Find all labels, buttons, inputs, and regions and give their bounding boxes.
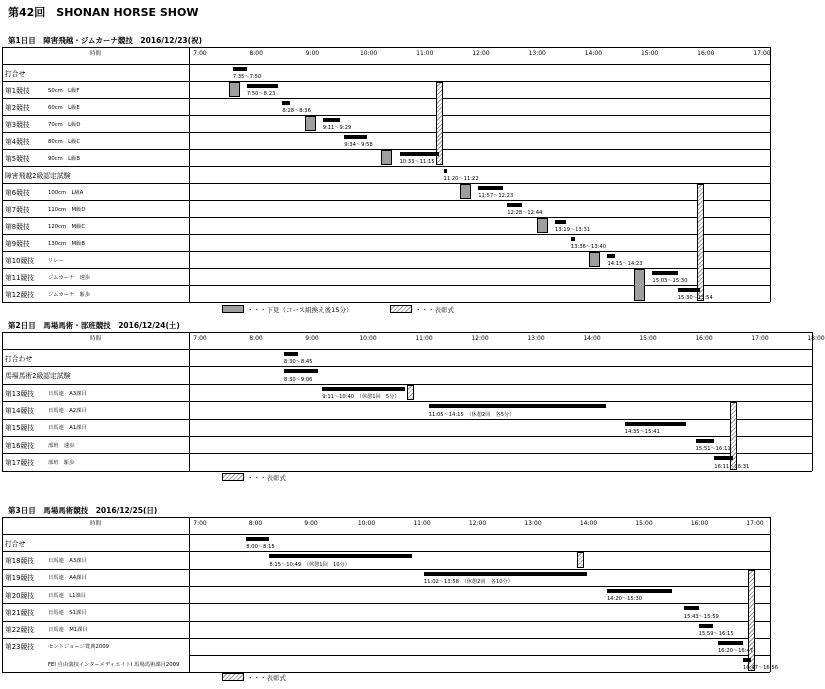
hour-label: 7:00 bbox=[193, 50, 207, 57]
row-label: 第10競技 bbox=[5, 256, 35, 265]
time-label: 15:59～16:15 bbox=[698, 630, 734, 637]
time-label: 11:20～11:22 bbox=[443, 176, 479, 182]
row-label: 第19競技 bbox=[5, 574, 35, 583]
grid-line bbox=[770, 47, 771, 302]
award-ceremony-box bbox=[407, 385, 414, 400]
schedule-bar bbox=[323, 118, 340, 122]
time-label: 7:50～8:23 bbox=[246, 91, 276, 97]
schedule-bar bbox=[424, 572, 587, 576]
row-label: 第18競技 bbox=[5, 556, 35, 565]
hour-label: 16:00 bbox=[697, 50, 715, 57]
hour-label: 17:00 bbox=[751, 335, 769, 342]
grid-line bbox=[2, 471, 812, 472]
hour-label: 9:00 bbox=[305, 335, 319, 342]
hour-label: 12:00 bbox=[468, 520, 487, 527]
hour-label: 11:00 bbox=[415, 335, 433, 342]
grid-line bbox=[2, 401, 812, 402]
row-detail: ジムカーナ 駈歩 bbox=[48, 291, 91, 298]
row-detail: FEI 自由演技インターメディエイトI 馬場馬術課目2009 bbox=[48, 661, 180, 668]
schedule-bar bbox=[246, 537, 269, 541]
time-label: 13:19～13:31 bbox=[554, 227, 591, 233]
time-label: 16:20～16:47 bbox=[718, 648, 754, 655]
row-detail: 日馬連 A3課目 bbox=[48, 390, 87, 397]
schedule-bar bbox=[678, 288, 700, 292]
grid-line bbox=[2, 551, 770, 552]
schedule-bar bbox=[344, 135, 366, 139]
row-detail: 日馬連 S1課目 bbox=[48, 609, 87, 616]
time-label: 11:57～12:23 bbox=[478, 193, 514, 199]
hour-label: 9:00 bbox=[305, 50, 320, 57]
row-label: 打合せ bbox=[5, 539, 26, 548]
grid-line bbox=[2, 166, 770, 167]
schedule-bar bbox=[322, 387, 405, 391]
schedule-bar bbox=[247, 84, 278, 88]
grid-line bbox=[2, 366, 812, 367]
row-label: 打合せ bbox=[5, 69, 26, 78]
hour-label: 14:00 bbox=[583, 335, 601, 342]
grid-line bbox=[2, 47, 3, 302]
hour-label: 12:00 bbox=[471, 335, 489, 342]
row-detail: 50cm L級F bbox=[48, 87, 80, 94]
hour-label: 16:00 bbox=[690, 520, 709, 527]
schedule-bar bbox=[714, 456, 733, 460]
time-label: 16:11～16:31 bbox=[714, 463, 750, 470]
page-title: 第42回 SHONAN HORSE SHOW bbox=[8, 6, 199, 19]
grid-line bbox=[2, 569, 770, 570]
schedule-bar bbox=[444, 169, 447, 173]
row-label: 第5競技 bbox=[5, 154, 30, 163]
grid-line bbox=[2, 453, 812, 454]
time-label: 8:00～8:15 bbox=[246, 544, 275, 551]
row-label: 第2競技 bbox=[5, 103, 30, 112]
hour-label: 16:00 bbox=[695, 335, 713, 342]
row-detail: 日馬連 A3課目 bbox=[48, 557, 87, 564]
row-detail: 日馬連 L1課目 bbox=[48, 592, 87, 599]
hour-label: 7:00 bbox=[193, 335, 207, 342]
hour-label: 9:00 bbox=[304, 520, 318, 527]
schedule-bar bbox=[699, 624, 714, 628]
time-label: 12:28～12:44 bbox=[507, 210, 543, 216]
course-walk-box bbox=[537, 218, 548, 233]
row-detail: 70cm L級D bbox=[48, 121, 81, 128]
row-label: 第8競技 bbox=[5, 222, 30, 231]
grid-line bbox=[2, 672, 770, 673]
grid-line bbox=[2, 64, 770, 65]
row-detail: 100cm L級A bbox=[48, 189, 84, 196]
grid-line bbox=[189, 332, 190, 471]
row-label: 第17競技 bbox=[5, 459, 35, 468]
hour-label: 7:00 bbox=[193, 520, 207, 527]
row-detail: 90cm L級B bbox=[48, 155, 80, 162]
time-label: 13:36～13:40 bbox=[570, 244, 606, 250]
hour-label: 15:00 bbox=[635, 520, 653, 527]
hour-label: 13:00 bbox=[524, 520, 542, 527]
schedule-bar bbox=[652, 271, 677, 275]
row-detail: 日馬連 A4課目 bbox=[48, 575, 87, 582]
header-time-label: 時間 bbox=[90, 336, 102, 342]
schedule-bar bbox=[269, 554, 411, 558]
legend-text-gray: ・・・下見（コース組換え後15分） bbox=[247, 306, 353, 314]
grid-line bbox=[189, 655, 770, 656]
schedule-bar bbox=[507, 203, 522, 207]
time-label: 16:47～16:56 bbox=[742, 665, 779, 672]
grid-line bbox=[2, 183, 770, 184]
hour-label: 15:00 bbox=[640, 50, 659, 57]
hour-label: 14:00 bbox=[584, 50, 603, 57]
grid-line bbox=[2, 251, 770, 252]
time-label: 8:28～8:36 bbox=[282, 108, 311, 114]
hour-label: 10:00 bbox=[359, 50, 378, 57]
row-detail: リレー bbox=[48, 257, 64, 264]
row-detail: 日馬連 A1課目 bbox=[48, 425, 87, 432]
grid-line bbox=[2, 419, 812, 420]
day-title: 第2日目 馬場馬術・部班競技 2016/12/24(土) bbox=[8, 321, 180, 330]
hour-label: 13:00 bbox=[528, 50, 546, 57]
legend-swatch-hatched bbox=[222, 473, 244, 481]
schedule-bar bbox=[478, 186, 502, 190]
grid-line bbox=[812, 332, 813, 471]
day-title: 第1日目 障害飛越・ジムカーナ競技 2016/12/23(祝) bbox=[8, 36, 202, 45]
row-label: 第21競技 bbox=[5, 608, 35, 617]
course-walk-box bbox=[460, 184, 471, 199]
grid-line bbox=[2, 534, 770, 535]
row-detail: 80cm L級C bbox=[48, 138, 81, 145]
time-label: 8:15～10:49 （休憩1回 10分） bbox=[269, 561, 350, 568]
schedule-bar bbox=[282, 101, 289, 105]
course-walk-box bbox=[305, 116, 316, 131]
schedule-bar bbox=[284, 352, 298, 356]
schedule-bar bbox=[718, 641, 743, 645]
grid-line bbox=[2, 98, 770, 99]
grid-line bbox=[2, 217, 770, 218]
hour-label: 8:00 bbox=[249, 335, 263, 342]
hour-label: 17:00 bbox=[746, 520, 764, 527]
time-label: 15:43～15:59 bbox=[683, 613, 719, 620]
time-label: 15:30～15:54 bbox=[677, 295, 713, 301]
schedule-bar bbox=[400, 152, 439, 156]
row-detail: 部班 駈歩 bbox=[48, 460, 75, 467]
award-ceremony-box bbox=[748, 570, 755, 672]
header-time-label: 時間 bbox=[90, 51, 102, 57]
hour-label: 15:00 bbox=[639, 335, 657, 342]
time-label: 11:05～14:15 （休憩2回 各5分） bbox=[428, 411, 515, 418]
hour-label: 18:00 bbox=[807, 335, 825, 342]
header-time-label: 時間 bbox=[90, 521, 102, 527]
hour-label: 12:00 bbox=[472, 50, 490, 57]
schedule-bar bbox=[625, 422, 687, 426]
hour-label: 14:00 bbox=[579, 520, 598, 527]
row-label: 第14競技 bbox=[5, 406, 35, 415]
time-label: 9:11～10:40 （休憩1回 5分） bbox=[322, 394, 400, 401]
grid-line bbox=[2, 517, 770, 518]
time-label: 14:35～15:41 bbox=[624, 429, 660, 435]
row-label: 第23競技 bbox=[5, 643, 35, 652]
legend-swatch-gray bbox=[222, 305, 244, 313]
grid-line bbox=[2, 586, 770, 587]
row-detail: 日馬連 A2課目 bbox=[48, 407, 87, 414]
time-label: 14:20～15:30 bbox=[607, 596, 643, 603]
schedule-bar bbox=[607, 254, 614, 258]
time-label: 9:11～9:29 bbox=[322, 125, 352, 131]
legend-swatch-hatched bbox=[222, 673, 244, 681]
grid-line bbox=[2, 603, 770, 604]
grid-line bbox=[2, 47, 770, 48]
time-label: 11:02～13:58 （休憩2回 各10分） bbox=[423, 578, 513, 585]
row-label: 第13競技 bbox=[5, 389, 35, 398]
time-label: 15:51～16:11 bbox=[695, 446, 731, 453]
grid-line bbox=[189, 47, 190, 302]
grid-line bbox=[189, 517, 190, 672]
hour-label: 8:00 bbox=[249, 50, 263, 57]
schedule-bar bbox=[684, 606, 699, 610]
schedule-bar bbox=[429, 404, 606, 408]
hour-label: 11:00 bbox=[413, 520, 431, 527]
course-walk-box bbox=[634, 269, 645, 301]
hour-label: 10:00 bbox=[359, 335, 377, 342]
time-label: 15:03～15:30 bbox=[652, 278, 688, 284]
schedule-bar bbox=[571, 237, 575, 241]
time-label: 9:34～9:58 bbox=[344, 142, 373, 148]
legend-text-hatched: ・・・表彰式 bbox=[247, 674, 286, 682]
row-detail: セントジョージ賞典2009 bbox=[48, 644, 109, 651]
grid-line bbox=[2, 81, 770, 82]
row-detail: ジムカーナ 速歩 bbox=[48, 274, 91, 281]
legend-text-hatched: ・・・表彰式 bbox=[415, 306, 454, 314]
time-label: 10:33～11:15 bbox=[399, 159, 435, 165]
award-ceremony-box bbox=[577, 552, 584, 567]
legend-swatch-hatched bbox=[390, 305, 412, 313]
row-label: 第12競技 bbox=[5, 290, 35, 299]
grid-line bbox=[2, 332, 3, 471]
grid-line bbox=[2, 349, 812, 350]
row-label: 馬場馬術2級認定試験 bbox=[5, 372, 71, 381]
grid-line bbox=[2, 234, 770, 235]
time-label: 8:30～9:06 bbox=[284, 376, 313, 383]
time-label: 8:30～8:45 bbox=[284, 359, 313, 366]
hour-label: 17:00 bbox=[753, 50, 771, 57]
row-label: 第22競技 bbox=[5, 626, 35, 635]
row-detail: 60cm L級E bbox=[48, 104, 80, 111]
row-label: 第1競技 bbox=[5, 86, 30, 95]
schedule-bar bbox=[696, 439, 715, 443]
grid-line bbox=[2, 638, 770, 639]
row-detail: 部班 速歩 bbox=[48, 442, 75, 449]
row-label: 第11競技 bbox=[5, 273, 35, 282]
award-ceremony-box bbox=[697, 184, 704, 301]
grid-line bbox=[2, 200, 770, 201]
grid-line bbox=[2, 268, 770, 269]
row-label: 第15競技 bbox=[5, 424, 35, 433]
row-detail: 130cm M級B bbox=[48, 240, 85, 247]
schedule-bar bbox=[284, 369, 318, 373]
row-detail: 120cm M級C bbox=[48, 223, 86, 230]
schedule-bar bbox=[555, 220, 566, 224]
grid-line bbox=[2, 115, 770, 116]
row-label: 第9競技 bbox=[5, 239, 30, 248]
grid-line bbox=[2, 302, 770, 303]
schedule-bar bbox=[607, 589, 672, 593]
course-walk-box bbox=[381, 150, 392, 165]
grid-line bbox=[2, 436, 812, 437]
grid-line bbox=[2, 132, 770, 133]
grid-line bbox=[2, 621, 770, 622]
hour-label: 10:00 bbox=[357, 520, 376, 527]
legend-text-hatched: ・・・表彰式 bbox=[247, 474, 286, 482]
grid-line bbox=[2, 332, 812, 333]
row-label: 第16競技 bbox=[5, 441, 35, 450]
schedule-bar bbox=[233, 67, 247, 71]
row-label: 第7競技 bbox=[5, 205, 30, 214]
row-label: 第3競技 bbox=[5, 120, 30, 129]
grid-line bbox=[770, 517, 771, 672]
row-label: 第20競技 bbox=[5, 591, 35, 600]
row-label: 障害飛越2級認定試験 bbox=[5, 171, 71, 180]
grid-line bbox=[2, 517, 3, 672]
row-label: 第6競技 bbox=[5, 188, 30, 197]
row-label: 第4競技 bbox=[5, 137, 30, 146]
hour-label: 13:00 bbox=[527, 335, 545, 342]
grid-line bbox=[2, 285, 770, 286]
day-title: 第3日目 馬場馬術競技 2016/12/25(日) bbox=[8, 506, 158, 515]
row-label: 打合わせ bbox=[5, 354, 33, 363]
hour-label: 8:00 bbox=[248, 520, 263, 527]
row-detail: 日馬連 M1課目 bbox=[48, 627, 88, 634]
schedule-bar bbox=[743, 658, 751, 662]
course-walk-box bbox=[589, 252, 600, 267]
course-walk-box bbox=[229, 82, 240, 97]
time-label: 14:15～14:23 bbox=[607, 261, 643, 267]
row-detail: 110cm M級D bbox=[48, 206, 86, 213]
hour-label: 11:00 bbox=[416, 50, 434, 57]
time-label: 7:35～7:50 bbox=[232, 74, 262, 80]
